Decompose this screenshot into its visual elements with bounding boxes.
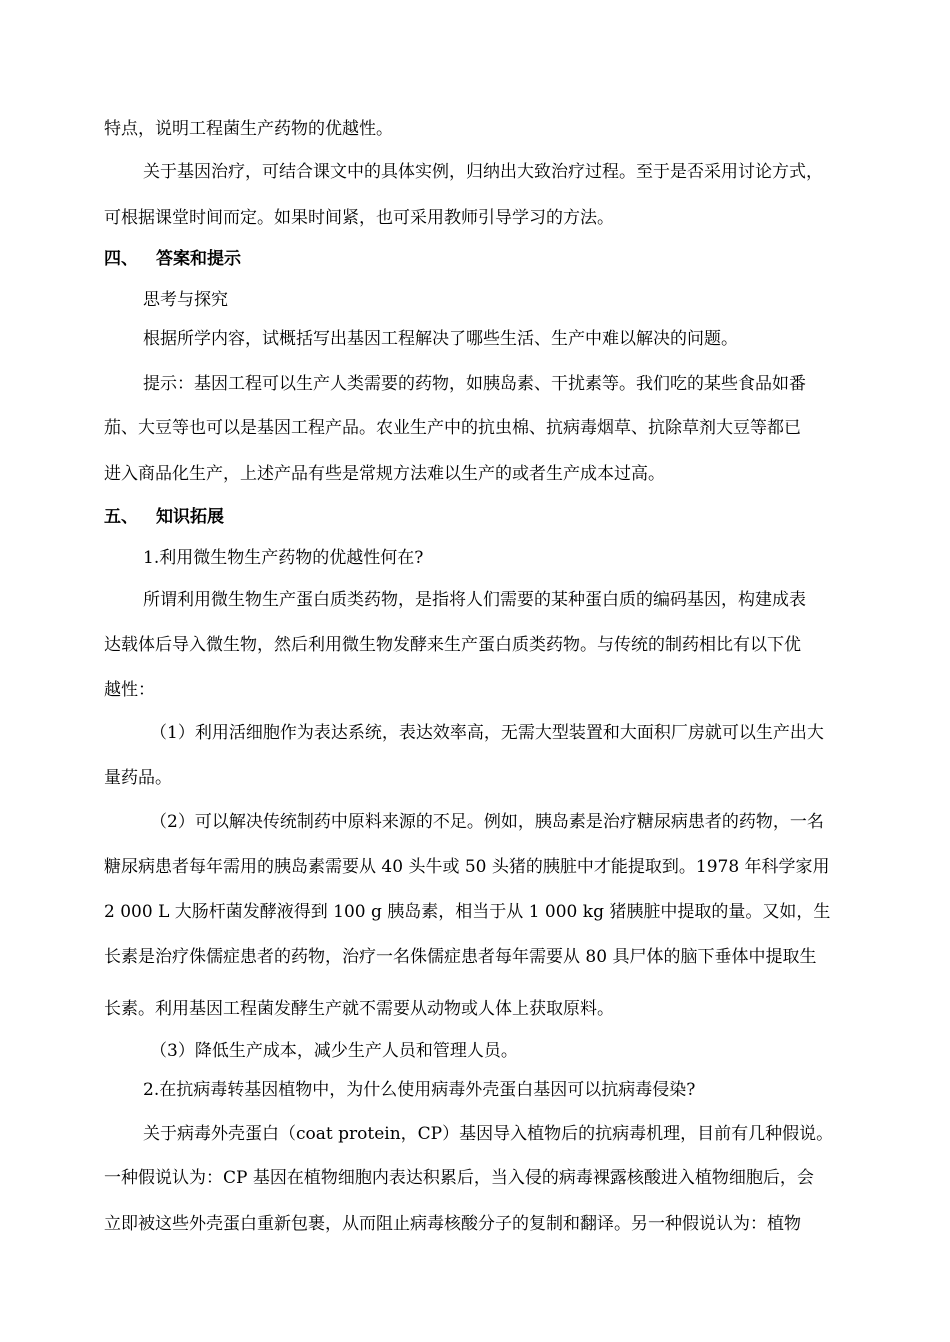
- heading-number: 五、: [104, 507, 138, 527]
- heading-title: 知识拓展: [156, 507, 224, 527]
- paragraph-line: 进入商品化生产，上述产品有些是常规方法难以生产的或者生产成本过高。: [104, 464, 665, 484]
- paragraph-line: 长素。利用基因工程菌发酵生产就不需要从动物或人体上获取原料。: [104, 999, 614, 1019]
- paragraph-line: 思考与探究: [143, 290, 228, 310]
- paragraph-line: 达载体后导入微生物，然后利用微生物发酵来生产蛋白质类药物。与传统的制药相比有以下优: [104, 635, 801, 655]
- section-heading-4: [104, 247, 904, 271]
- paragraph-line: 可根据课堂时间而定。如果时间紧，也可采用教师引导学习的方法。: [104, 208, 614, 228]
- paragraph-line: 糖尿病患者每年需用的胰岛素需要从 40 头牛或 50 头猪的胰脏中才能提取到。1978 年科学家用: [104, 857, 830, 877]
- paragraph-line: 根据所学内容，试概括写出基因工程解决了哪些生活、生产中难以解决的问题。: [143, 329, 738, 349]
- paragraph-line: 特点，说明工程菌生产药物的优越性。: [104, 119, 393, 139]
- paragraph-line: 1.利用微生物生产药物的优越性何在?: [143, 548, 424, 568]
- heading-title: 答案和提示: [156, 249, 241, 269]
- section-heading-5: [104, 505, 904, 529]
- heading-number: 四、: [104, 249, 138, 269]
- paragraph-line: 长素是治疗侏儒症患者的药物，治疗一名侏儒症患者每年需要从 80 具尸体的脑下垂体中提取生: [104, 947, 817, 967]
- paragraph-line: 提示：基因工程可以生产人类需要的药物，如胰岛素、干扰素等。我们吃的某些食品如番: [143, 374, 806, 394]
- paragraph-line: （1）利用活细胞作为表达系统，表达效率高，无需大型装置和大面积厂房就可以生产出大: [150, 723, 824, 743]
- paragraph-line: 所谓利用微生物生产蛋白质类药物，是指将人们需要的某种蛋白质的编码基因，构建成表: [143, 590, 806, 610]
- paragraph-line: 立即被这些外壳蛋白重新包裹，从而阻止病毒核酸分子的复制和翻译。另一种假说认为：植物: [104, 1214, 801, 1234]
- paragraph-line: 越性：: [104, 680, 155, 700]
- paragraph-line: （3）降低生产成本，减少生产人员和管理人员。: [150, 1041, 518, 1061]
- paragraph-line: 一种假说认为：CP 基因在植物细胞内表达积累后，当入侵的病毒裸露核酸进入植物细胞后，会: [104, 1168, 814, 1188]
- paragraph-line: 关于病毒外壳蛋白（coat protein，CP）基因导入植物后的抗病毒机理，目前有几种假说。: [143, 1124, 834, 1144]
- paragraph-line: 2 000 L 大肠杆菌发酵液得到 100 g 胰岛素，相当于从 1 000 kg 猪胰脏中提取的量。又如，生: [104, 902, 831, 922]
- paragraph-line: 关于基因治疗，可结合课文中的具体实例，归纳出大致治疗过程。至于是否采用讨论方式，: [143, 162, 823, 182]
- paragraph-line: 2.在抗病毒转基因植物中，为什么使用病毒外壳蛋白基因可以抗病毒侵染?: [143, 1080, 696, 1100]
- paragraph-line: （2）可以解决传统制药中原料来源的不足。例如，胰岛素是治疗糖尿病患者的药物，一名: [150, 812, 824, 832]
- paragraph-line: 茄、大豆等也可以是基因工程产品。农业生产中的抗虫棉、抗病毒烟草、抗除草剂大豆等都已: [104, 418, 801, 438]
- paragraph-line: 量药品。: [104, 768, 172, 788]
